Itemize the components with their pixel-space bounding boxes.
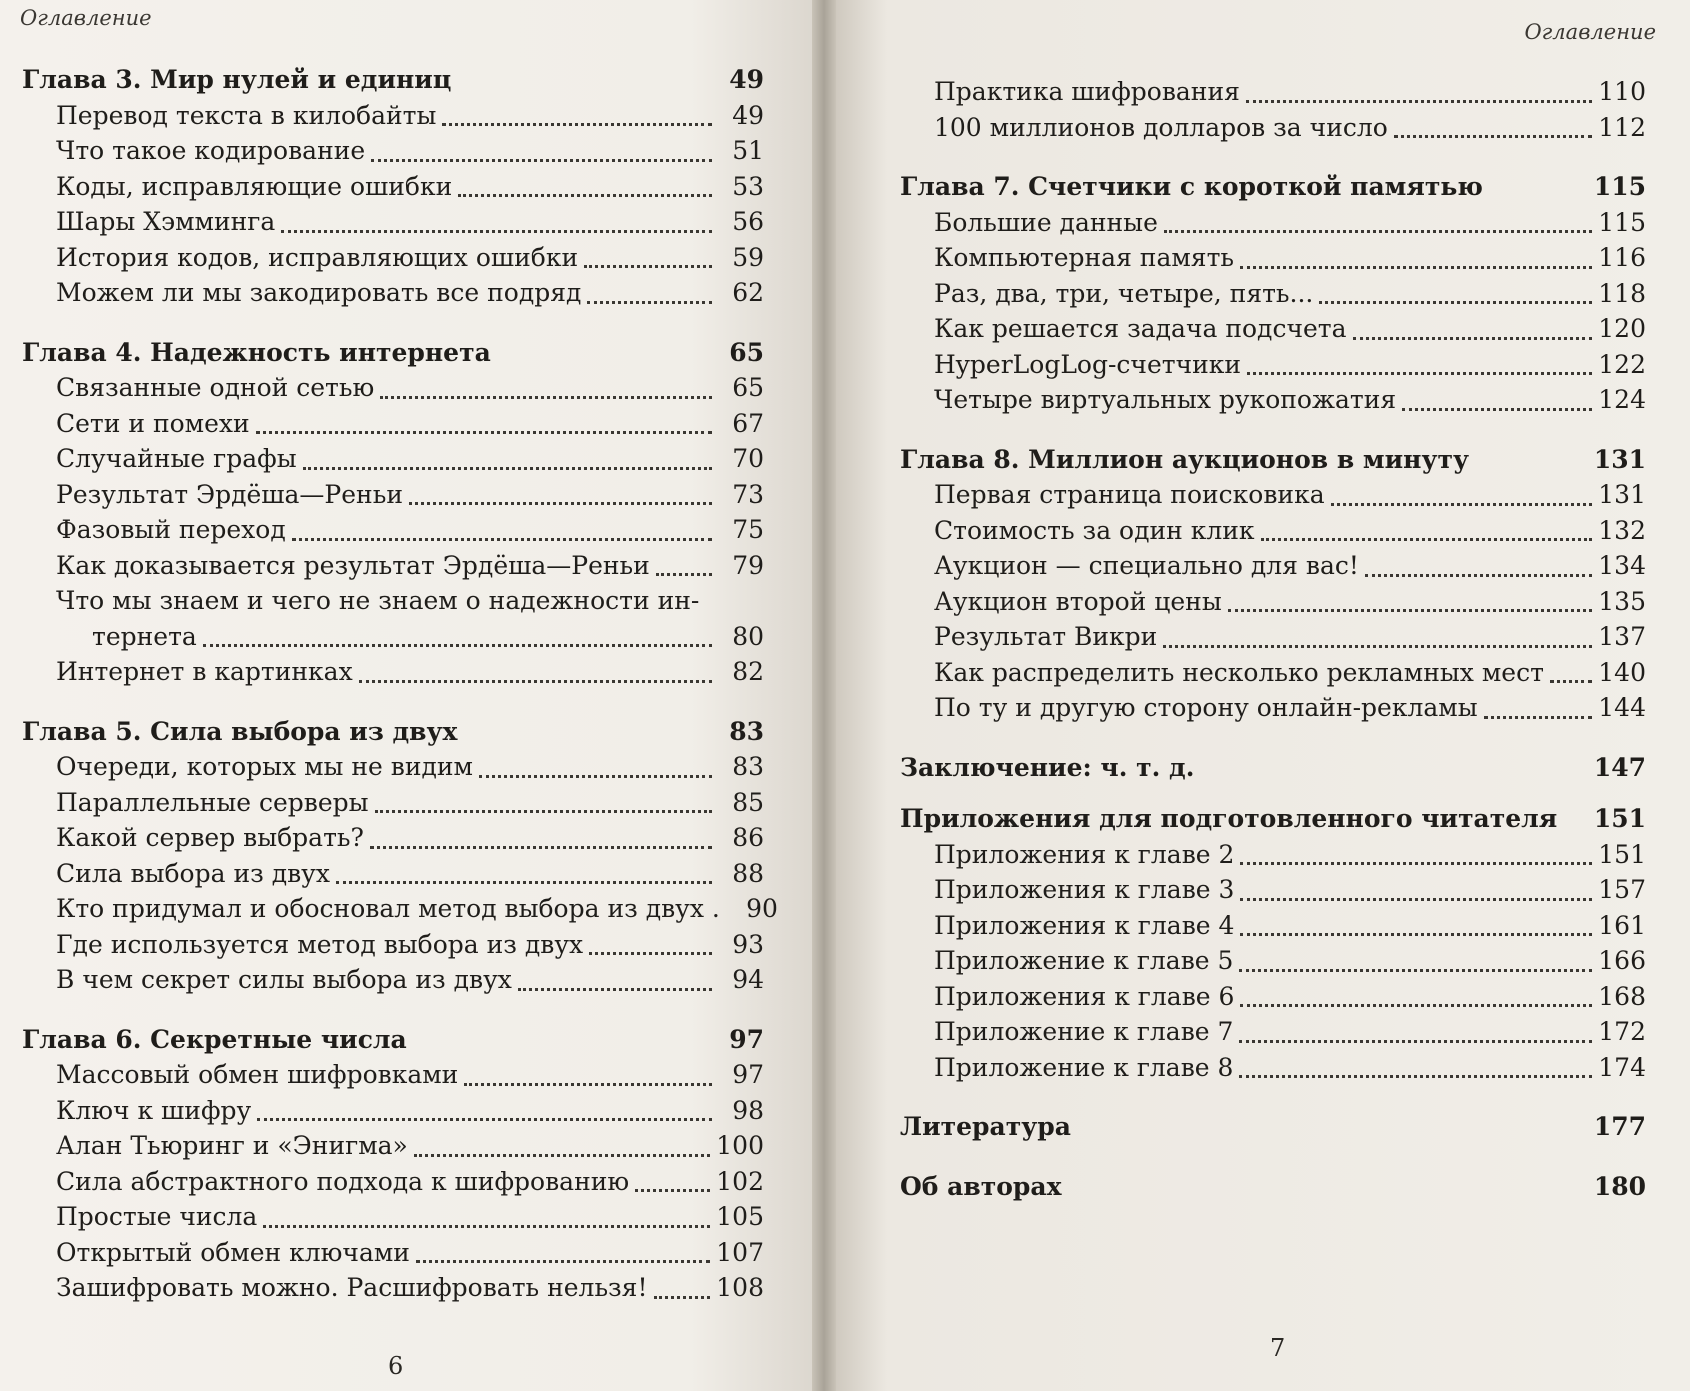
- chapter-title: Глава 4. Надежность интернета: [22, 337, 491, 367]
- left-page: [0, 0, 812, 1391]
- page-ref: 108: [716, 1273, 764, 1302]
- toc-entry[interactable]: [900, 943, 1646, 979]
- chapter-title: Глава 8. Миллион аукционов в минуту: [900, 444, 1469, 474]
- page-ref: 88: [732, 858, 764, 888]
- toc-entry[interactable]: [900, 584, 1646, 620]
- page-ref: 112: [1598, 112, 1646, 142]
- toc-entry[interactable]: [22, 548, 764, 584]
- entry-title: Случайные графы: [56, 444, 297, 473]
- page-ref: 83: [729, 716, 764, 746]
- toc-chapter[interactable]: [900, 1109, 1646, 1145]
- entry-title: Какой сервер выбрать?: [56, 823, 364, 852]
- page-ref: 120: [1598, 314, 1646, 343]
- page-ref: 56: [732, 207, 764, 236]
- page-ref: 94: [732, 965, 764, 994]
- entry-title: Большие данные: [934, 207, 1158, 237]
- entry-title: HyperLogLog-счетчики: [934, 349, 1242, 379]
- toc-entry[interactable]: [22, 583, 764, 654]
- page-ref: 62: [732, 278, 764, 307]
- entry-title: Приложения к главе 6: [934, 981, 1235, 1011]
- toc-entry[interactable]: [22, 820, 764, 856]
- page-ref: 115: [1598, 207, 1646, 237]
- toc-chapter[interactable]: [900, 801, 1646, 837]
- toc-entry[interactable]: [22, 370, 764, 406]
- entry-title-line2: тернета: [92, 621, 197, 651]
- toc-entry[interactable]: [22, 169, 764, 205]
- entry-title: Практика шифрования: [934, 77, 1240, 106]
- entry-title: Четыре виртуальных рукопожатия: [934, 385, 1397, 414]
- page-ref: 115: [1593, 172, 1646, 201]
- toc-entry[interactable]: [22, 1235, 764, 1271]
- page-ref: 73: [732, 479, 764, 509]
- page-ref: 132: [1598, 515, 1646, 545]
- page-ref: 131: [1598, 480, 1646, 509]
- page-ref: 172: [1598, 1017, 1646, 1046]
- entry-title: Можем ли мы закодировать все подряд: [56, 278, 582, 307]
- toc-entry[interactable]: [22, 98, 764, 134]
- right-page: [836, 0, 1690, 1391]
- page-ref: 83: [732, 752, 764, 781]
- running-head-left: Оглавление: [20, 6, 152, 30]
- page-ref: 70: [732, 444, 764, 473]
- toc-entry[interactable]: [900, 311, 1646, 347]
- toc-entry[interactable]: [22, 785, 764, 821]
- toc-entry[interactable]: [900, 240, 1646, 276]
- toc-chapter[interactable]: [22, 714, 764, 750]
- page-ref: 161: [1598, 910, 1646, 940]
- running-head-right: Оглавление: [1524, 20, 1656, 44]
- toc-chapter[interactable]: [22, 335, 764, 371]
- page-ref: 124: [1598, 385, 1646, 414]
- toc-left: [22, 62, 778, 1306]
- entry-title: Сила абстрактного подхода к шифрованию: [56, 1166, 630, 1196]
- toc-entry[interactable]: [22, 441, 764, 477]
- entry-title: Массовый обмен шифровками: [56, 1060, 459, 1089]
- page-ref: 100: [716, 1131, 764, 1160]
- page-number-right: 7: [1270, 1334, 1286, 1362]
- chapter-title: Об авторах: [900, 1171, 1062, 1201]
- book-gutter: [812, 0, 836, 1391]
- page-ref: 98: [732, 1095, 764, 1125]
- page-ref: 51: [732, 136, 764, 165]
- toc-entry[interactable]: [22, 1199, 764, 1235]
- page-ref: 97: [729, 1024, 764, 1054]
- toc-chapter[interactable]: [22, 1022, 764, 1058]
- toc-entry[interactable]: [22, 240, 764, 276]
- page-ref: 49: [732, 100, 764, 130]
- chapter-title: Литература: [900, 1112, 1071, 1141]
- page-ref: 105: [716, 1202, 764, 1231]
- entry-title: Кто придумал и обосновал метод выбора из двух .: [56, 894, 720, 923]
- entry-title: Перевод текста в килобайты: [56, 100, 437, 130]
- page-ref: 93: [732, 929, 764, 959]
- page-ref: 102: [716, 1166, 764, 1196]
- entry-title: Как распределить несколько рекламных мест: [934, 657, 1544, 687]
- toc-entry[interactable]: [900, 110, 1646, 146]
- page-ref: 151: [1593, 804, 1646, 833]
- toc-entry[interactable]: [22, 1057, 764, 1093]
- entry-title: Раз, два, три, четыре, пять...: [934, 278, 1314, 308]
- entry-title: Где используется метод выбора из двух: [56, 929, 584, 959]
- chapter-title: Глава 5. Сила выбора из двух: [22, 716, 458, 746]
- toc-entry[interactable]: [900, 837, 1646, 873]
- entry-title: Приложение к главе 8: [934, 1052, 1234, 1082]
- page-ref: 65: [732, 373, 764, 402]
- page-ref: 157: [1598, 875, 1646, 904]
- toc-entry[interactable]: [900, 1014, 1646, 1050]
- page-ref: 67: [732, 408, 764, 438]
- toc-entry[interactable]: [900, 872, 1646, 908]
- entry-title: Приложение к главе 7: [934, 1017, 1234, 1046]
- entry-title: Результат Викри: [934, 622, 1158, 651]
- page-ref: 122: [1598, 349, 1646, 379]
- page-ref: 80: [732, 621, 764, 651]
- page-ref: 82: [732, 657, 764, 686]
- toc-entry[interactable]: [22, 1270, 764, 1306]
- toc-entry[interactable]: [900, 276, 1646, 312]
- toc-entry[interactable]: [900, 908, 1646, 944]
- page-ref: 147: [1593, 752, 1646, 782]
- entry-title: Что такое кодирование: [56, 136, 366, 165]
- entry-title: Сила выбора из двух: [56, 858, 330, 888]
- toc-entry[interactable]: [22, 512, 764, 548]
- toc-entry[interactable]: [900, 347, 1646, 383]
- page-ref: 110: [1598, 77, 1646, 106]
- entry-title: Аукцион — специально для вас!: [934, 551, 1359, 580]
- page-ref: 131: [1593, 444, 1646, 474]
- toc-entry[interactable]: [22, 406, 764, 442]
- entry-title: Ключ к шифру: [56, 1095, 252, 1125]
- entry-title: Первая страница поисковика: [934, 480, 1325, 509]
- entry-title: Как доказывается результат Эрдёша—Реньи: [56, 550, 650, 580]
- entry-title: Компьютерная память: [934, 243, 1235, 272]
- chapter-title: Глава 3. Мир нулей и единиц: [22, 65, 452, 94]
- entry-title: Очереди, которых мы не видим: [56, 752, 474, 781]
- toc-chapter[interactable]: [900, 1169, 1646, 1205]
- entry-title: Простые числа: [56, 1202, 258, 1231]
- toc-entry[interactable]: [22, 1128, 764, 1164]
- entry-title: Аукцион второй цены: [934, 586, 1222, 616]
- chapter-title: Приложения для подготовленного читателя: [900, 804, 1558, 833]
- toc-entry[interactable]: [900, 477, 1646, 513]
- entry-title-line1: Что мы знаем и чего не знаем о надежности ин-: [56, 586, 700, 615]
- page-ref: 151: [1598, 839, 1646, 869]
- toc-entry[interactable]: [22, 891, 778, 927]
- page-ref: 166: [1598, 946, 1646, 975]
- toc-entry[interactable]: [900, 205, 1646, 241]
- toc-chapter[interactable]: [900, 442, 1646, 478]
- entry-title: Стоимость за один клик: [934, 515, 1255, 545]
- entry-title: 100 миллионов долларов за число: [934, 112, 1388, 142]
- page-ref: 86: [732, 823, 764, 852]
- toc-entry[interactable]: [22, 133, 764, 169]
- toc-entry[interactable]: [22, 856, 764, 892]
- toc-entry[interactable]: [900, 619, 1646, 655]
- page-ref: 140: [1598, 657, 1646, 687]
- chapter-title: Глава 7. Счетчики с короткой памятью: [900, 172, 1483, 201]
- toc-entry[interactable]: [900, 1050, 1646, 1086]
- entry-title: В чем секрет силы выбора из двух: [56, 965, 512, 994]
- page-ref: 177: [1593, 1112, 1646, 1141]
- entry-title: Зашифровать можно. Расшифровать нельзя!: [56, 1273, 648, 1302]
- entry-title: Фазовый переход: [56, 515, 286, 544]
- page-ref: 116: [1598, 243, 1646, 272]
- toc-right: [900, 74, 1646, 1204]
- toc-entry[interactable]: [900, 655, 1646, 691]
- entry-title: Как решается задача подсчета: [934, 314, 1347, 343]
- page-ref: 59: [732, 242, 764, 272]
- toc-entry[interactable]: [900, 690, 1646, 726]
- toc-chapter[interactable]: [900, 169, 1646, 205]
- toc-chapter[interactable]: [900, 750, 1646, 786]
- page-ref: 144: [1598, 693, 1646, 722]
- entry-title: Приложения к главе 3: [934, 875, 1235, 904]
- page-number-left: 6: [388, 1352, 404, 1380]
- toc-entry[interactable]: [900, 382, 1646, 418]
- page-ref: 118: [1598, 278, 1646, 308]
- entry-title: Открытый обмен ключами: [56, 1237, 410, 1267]
- toc-entry[interactable]: [900, 548, 1646, 584]
- page-ref: 174: [1598, 1052, 1646, 1082]
- page-ref: 134: [1598, 551, 1646, 580]
- entry-title: Шары Хэмминга: [56, 207, 276, 236]
- chapter-title: Глава 6. Секретные числа: [22, 1024, 407, 1054]
- page-ref: 49: [729, 65, 764, 94]
- entry-title: Приложения к главе 2: [934, 839, 1235, 869]
- toc-entry[interactable]: [22, 927, 764, 963]
- toc-entry[interactable]: [22, 962, 764, 998]
- toc-entry[interactable]: [900, 513, 1646, 549]
- entry-title: По ту и другую сторону онлайн-рекламы: [934, 693, 1478, 722]
- page-ref: 137: [1598, 622, 1646, 651]
- entry-title: Сети и помехи: [56, 408, 250, 438]
- toc-entry[interactable]: [22, 275, 764, 311]
- page-ref: 168: [1598, 981, 1646, 1011]
- page-ref: 65: [729, 337, 764, 367]
- chapter-title: Заключение: ч. т. д.: [900, 752, 1195, 782]
- toc-entry[interactable]: [22, 1093, 764, 1129]
- entry-title: Связанные одной сетью: [56, 373, 375, 402]
- entry-title: Коды, исправляющие ошибки: [56, 171, 453, 201]
- toc-entry[interactable]: [22, 749, 764, 785]
- toc-entry[interactable]: [22, 477, 764, 513]
- entry-title: Приложение к главе 5: [934, 946, 1234, 975]
- toc-entry[interactable]: [22, 1164, 764, 1200]
- toc-entry[interactable]: [900, 74, 1646, 110]
- page-ref: 53: [732, 171, 764, 201]
- page-ref: 90: [746, 894, 778, 923]
- entry-title: Параллельные серверы: [56, 787, 369, 817]
- page-ref: 97: [732, 1060, 764, 1089]
- toc-entry[interactable]: [22, 654, 764, 690]
- entry-title: Результат Эрдёша—Реньи: [56, 479, 403, 509]
- toc-entry[interactable]: [22, 204, 764, 240]
- entry-title: Приложения к главе 4: [934, 910, 1235, 940]
- entry-title: Алан Тьюринг и «Энигма»: [56, 1131, 408, 1160]
- page-ref: 85: [732, 787, 764, 817]
- toc-entry[interactable]: [900, 979, 1646, 1015]
- page-ref: 75: [732, 515, 764, 544]
- entry-title: Интернет в картинках: [56, 657, 353, 686]
- entry-title: История кодов, исправляющих ошибки: [56, 242, 579, 272]
- page-ref: 135: [1598, 586, 1646, 616]
- toc-chapter[interactable]: [22, 62, 764, 98]
- page-ref: 79: [732, 550, 764, 580]
- page-ref: 180: [1593, 1171, 1646, 1201]
- page-ref: 107: [716, 1237, 764, 1267]
